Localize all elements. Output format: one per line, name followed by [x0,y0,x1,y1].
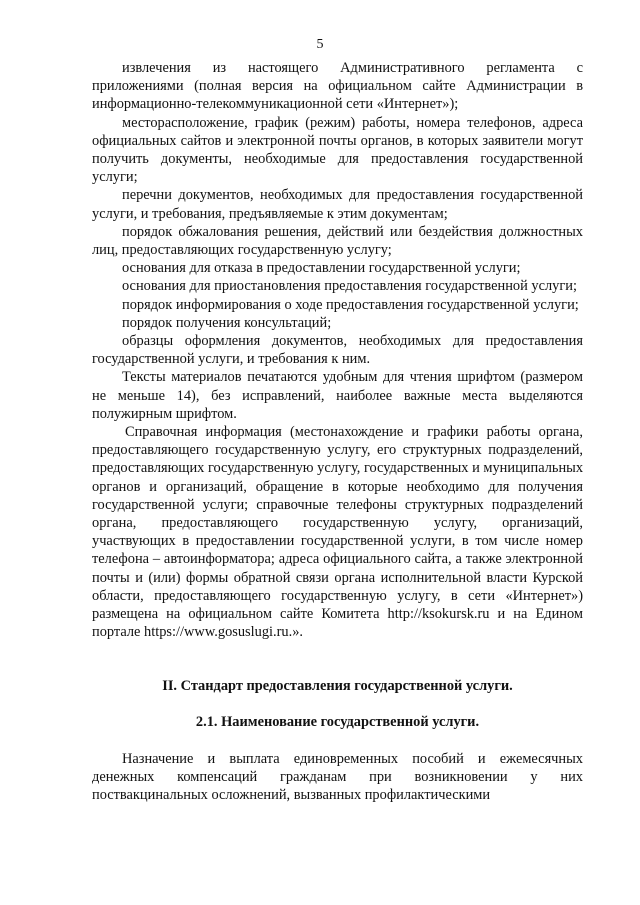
list-item-consultations: порядок получения консультаций; [122,314,332,331]
paragraph-service-name: Назначение и выплата единовременных пособий и ежемесячных денежных компенсаций гражданам при возникновении у них поствакцинальных осложнений, вызванных профилактическими [92,750,583,803]
subsection-heading: 2.1. Наименование государственной услуги. [195,713,480,730]
list-item-extracts: извлечения из настоящего Административного регламента с приложениями (полная версия на официальном сайте Администрации в информационно-телекоммуникационной сети «Интернет»); [92,60,583,113]
page-number: 5 [316,37,324,52]
list-item-document-samples: образцы оформления документов, необходимых для предоставления государственной услуги, и требования к ним. [92,333,583,368]
list-item-appeal-procedure: порядок обжалования решения, действий или бездействия должностных лиц, предоставляющих государственную услугу; [92,223,583,259]
section-heading: II. Стандарт предоставления государственной услуги. [162,677,513,694]
paragraph-font-requirements: Тексты материалов печатаются удобным для чтения шрифтом (размером не меньше 14), без исправлений, наиболее важные места выделяются полужирным шрифтом. [92,369,583,422]
list-item-refusal-grounds: основания для отказа в предоставлении государственной услуги; [122,260,521,277]
paragraph-reference-info: Справочная информация (местонахождение и графики работы органа, предоставляющего государственную услугу, его структурных подразделений, предоставляющих государственную услугу, государственных и муниципальных органов и организаций, обращение в которые необходимо для получения государственной услуги; справочные телефоны структурных подразделений органа, предоставляющего государственную услугу, организаций, участвующих в предоставлении государственной услуги, в том числе номер телефона – автоинформатора; адреса официального сайта, а также электронной почты и (или) формы обратной связи органа исполнительной власти Курской области, предоставляющего государственную услугу, в сети «Интернет») размещена на официальном сайте Комитета http://ksokursk.ru и на Едином портале https://www.gosuslugi.ru.». [92,424,584,641]
list-item-suspension-grounds: основания для приостановления предоставления государственной услуги; [122,278,577,295]
list-item-location-schedule: месторасположение, график (режим) работы, номера телефонов, адреса официальных сайтов и электронной почты органов, в которых заявители могут получить документы, необходимые для предоставления государственной услуги; [92,114,583,186]
list-item-document-lists: перечни документов, необходимых для предоставления государственной услуги, и требования, предъявляемые к этим документам; [92,187,583,222]
list-item-progress-info: порядок информирования о ходе предоставления государственной услуги; [122,296,579,313]
document-body [92,59,583,804]
